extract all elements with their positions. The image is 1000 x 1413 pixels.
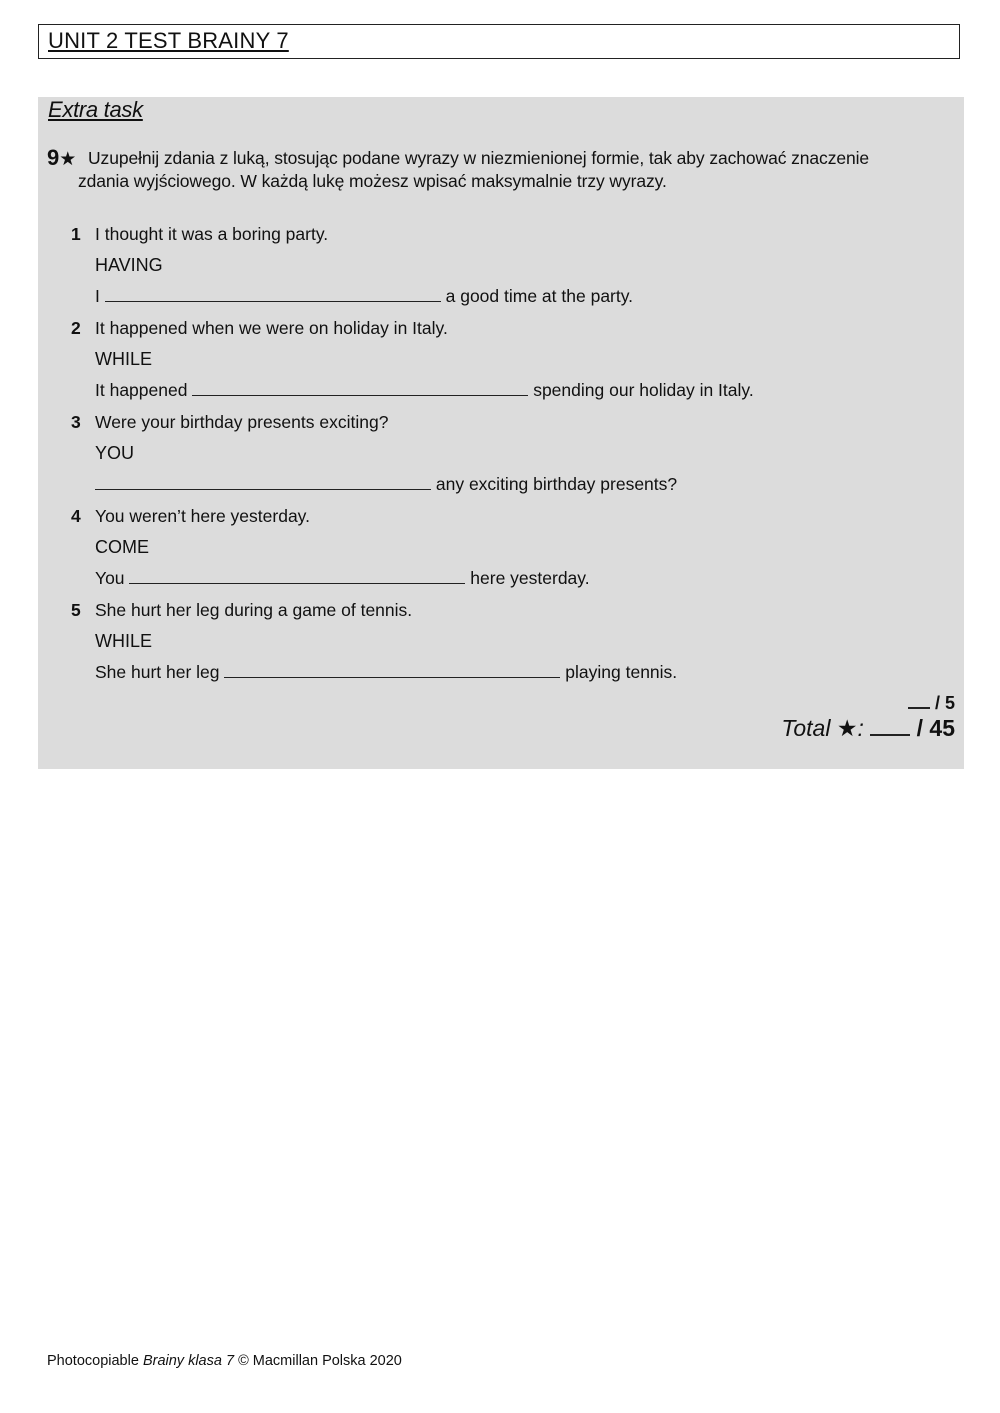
item-keyword: YOU [95,443,135,463]
answer-blank[interactable] [95,475,431,490]
instruction-line-1: Uzupełnij zdania z luką, stosując podane wyrazy w niezmienionej formie, tak aby zachować znaczenie [88,148,870,168]
total-blank[interactable] [870,716,910,736]
title-box [38,24,960,59]
answer-blank[interactable] [224,663,560,678]
gap-before: You [95,568,125,588]
item-gap-line [95,474,677,495]
item-number: 4 [71,506,81,526]
star-icon: ★ [59,149,77,170]
item-number: 2 [71,318,81,338]
total-label: Total [781,715,831,741]
extra-task-panel [38,97,964,769]
answer-blank[interactable] [192,381,528,396]
item-keyword: WHILE [95,349,153,369]
gap-after: any exciting birthday presents? [435,474,678,494]
gap-before: She hurt her leg [95,662,220,682]
gap-after: here yesterday. [470,568,590,588]
star-icon: ★ [836,715,858,741]
item-gap-line [95,286,633,307]
item-keyword: WHILE [95,631,153,651]
answer-blank[interactable] [129,569,465,584]
gap-before: I [95,286,100,306]
item-sentence: I thought it was a boring party. [95,224,329,244]
item-gap-line [95,662,677,683]
gap-after: spending our holiday in Italy. [533,380,754,400]
book-title: Brainy klasa 7 [142,1353,235,1369]
item-sentence: She hurt her leg during a game of tennis. [95,600,413,620]
answer-blank[interactable] [105,287,441,302]
footer-copyright: Photocopiable Brainy klasa 7 © Macmillan Polska 2020 [47,1353,402,1369]
item-number: 1 [71,224,81,244]
gap-after: playing tennis. [565,662,678,682]
task-number: 9★ [47,145,77,170]
task-score: / 5 [908,693,955,714]
item-number: 3 [71,412,81,432]
item-keyword: COME [95,537,149,557]
total-score: Total ★: / 45 [781,715,955,741]
score-blank[interactable] [908,693,930,709]
item-gap-line [95,568,590,589]
gap-before: It happened [95,380,188,400]
item-sentence: You weren’t here yesterday. [95,506,310,526]
gap-after: a good time at the party. [445,286,634,306]
item-sentence: It happened when we were on holiday in Italy. [95,318,448,338]
instruction-line-2: zdania wyjściowego. W każdą lukę możesz wpisać maksymalnie trzy wyrazy. [78,171,667,191]
item-number: 5 [71,600,81,620]
page-title: UNIT 2 TEST BRAINY 7 [48,28,289,53]
total-value: / 45 [916,715,955,741]
item-keyword: HAVING [95,255,163,275]
section-heading: Extra task [48,97,143,122]
item-sentence: Were your birthday presents exciting? [95,412,389,432]
item-gap-line [95,380,754,401]
